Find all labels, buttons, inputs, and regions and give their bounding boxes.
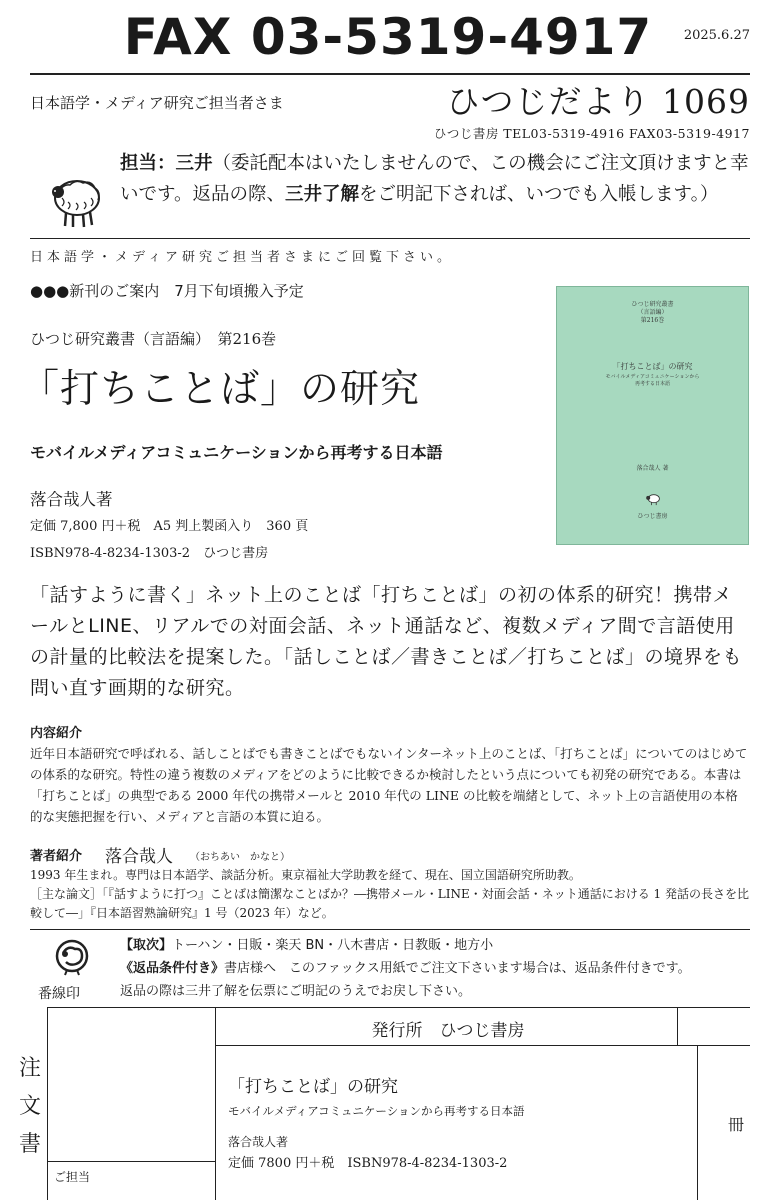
book-series: ひつじ研究叢書（言語編） 第216巻 <box>30 330 277 348</box>
book-price: 定価 7,800 円＋税 A5 判上製函入り 360 頁 <box>30 519 309 534</box>
book-isbn: ISBN978-4-8234-1303-2 ひつじ書房 <box>30 546 269 561</box>
contents-body: 近年日本語研究で呼ばれる、話しことばでも書きことばでもないインターネット上のことば、「打ちことば」についてのはじめての体系的な研究。特性の違う複数のメディアをどのように比較できるか検討したという点についても初発の研究である。本書は「打ちことば」の典型である 2000 年代の携帯メールと 2010 年代の LINE の比較を端緒として、ネット上の言語使用の本格的な実態把握を行い、メディアと言語の本質に迫る。 <box>30 746 748 824</box>
book-lead-text: 「話すように書く」ネット上のことば「打ちことば」の初の体系的研究！携帯メールとLINE、リアルでの対面会話、ネット通話など、複数メディア間で言語使用の計量的比較法を提案した。「話しことば／書きことば／打ちことば」の境界をも問い直す画期的な研究。 <box>30 584 743 699</box>
recipient-line: 日本語学・メディア研究ご担当者さま <box>30 94 284 112</box>
header-divider <box>30 73 750 75</box>
contact-note-text-a: （委託配本はいたしませんので、この機会にご注文頂けますと幸いです。返品の際、 <box>120 153 749 205</box>
order-form-left-border <box>47 1007 48 1200</box>
distributors-label: 【取次】 <box>120 938 173 953</box>
distribution-divider <box>30 929 750 930</box>
new-release-announcement: ●●●新刊のご案内 7月下旬頃搬入予定 <box>30 282 304 300</box>
book-subtitle: モバイルメディアコミュニケーションから再考する日本語 <box>30 443 443 462</box>
cover-title: 「打ちことば」の研究 <box>612 362 693 371</box>
order-form-header-border <box>215 1045 750 1046</box>
section-divider <box>30 238 750 239</box>
author-bio-line-1: 1993 年生まれ。専門は日本語学、談話分析。東京福祉大学助教を経て、現在、国立国語研究所助教。 <box>30 868 581 882</box>
order-form-divider-3 <box>697 1045 698 1200</box>
order-form-divider-1 <box>215 1007 216 1200</box>
book-author: 落合哉人著 <box>30 490 113 509</box>
cover-volume: 第216巻 <box>640 317 665 324</box>
order-form-copies-unit: 冊 <box>728 1115 745 1134</box>
book-title: 「打ちことば」の研究 <box>20 367 421 412</box>
contents-heading: 内容紹介 <box>30 726 83 741</box>
order-form-tanto-border <box>47 1161 215 1162</box>
issue-date: 2025.6.27 <box>683 28 750 43</box>
return-conditions-text: 書店様へ このファックス用紙でご注文下さいます場合は、返品条件付きです。 <box>224 961 691 976</box>
cover-publisher: ひつじ書房 <box>637 513 668 520</box>
return-instructions: 返品の際は三井了解を伝票にご明記のうえでお戻し下さい。 <box>120 984 472 999</box>
order-form-price-isbn: 定価 7800 円＋税 ISBN978-4-8234-1303-2 <box>228 1156 508 1171</box>
order-form-top-border <box>47 1007 750 1008</box>
author-name: 落合哉人 <box>105 847 173 867</box>
author-intro-heading: 著者紹介 <box>30 849 83 864</box>
fax-number: FAX 03-5319-4917 <box>123 8 653 66</box>
contact-note-emphasis: 三井了解 <box>285 184 360 205</box>
distributors-line <box>120 934 493 953</box>
cover-series: ひつじ研究叢書 <box>631 301 674 308</box>
newsletter-title: ひつじだより 1069 <box>446 82 750 121</box>
order-form-publisher: 発行所 ひつじ書房 <box>371 1021 525 1041</box>
cover-author: 落合哉人 著 <box>636 465 669 472</box>
author-bio <box>30 866 760 923</box>
distributors-list: トーハン・日販・楽天 BN・八木書店・日教販・地方小 <box>172 938 494 953</box>
author-bio-line-2: ［主な論文］「『話すように打つ』ことばは簡潔なことばか？―携帯メール・LINE・対面会話・ネット通話における 1 発話の長さを比較して―」『日本語習熟論研究』1 号（2023 年）など。 <box>30 887 749 920</box>
order-form-label: 注 文 書 <box>18 1056 41 1157</box>
return-conditions-line <box>120 957 691 976</box>
contact-person-note <box>120 148 760 210</box>
cover-subtitle-2: 再考する日本語 <box>634 381 670 387</box>
order-form-book-title: 「打ちことば」の研究 <box>228 1077 398 1097</box>
order-form-person-label: ご担当 <box>54 1170 91 1184</box>
contact-person-label: 担当：三井 <box>120 153 213 174</box>
author-name-reading: （おちあい かなと） <box>190 852 290 863</box>
cover-subtitle-1: モバイルメディアコミュニケーションから <box>605 374 700 380</box>
cover-series-sub: （言語編） <box>637 309 668 316</box>
sheep-stamp-icon <box>55 939 89 977</box>
circulation-request: 日本語学・メディア研究ご担当者さまにご回覧下さい。 <box>30 250 454 265</box>
cover-sheep-icon <box>645 493 661 506</box>
contact-note-text-b: をご明記下されば、いつでも入帳します。） <box>359 184 719 205</box>
order-form-book-subtitle: モバイルメディアコミュニケーションから再考する日本語 <box>228 1104 525 1118</box>
order-form-author: 落合哉人著 <box>228 1135 289 1149</box>
return-conditions-label: 《返品条件付き》 <box>120 961 225 976</box>
bansen-stamp-label: 番線印 <box>38 986 80 1002</box>
book-cover-image <box>556 286 749 545</box>
publisher-contact: ひつじ書房 TEL03-5319-4916 FAX03-5319-4917 <box>433 126 750 141</box>
sheep-logo-icon <box>46 168 106 230</box>
